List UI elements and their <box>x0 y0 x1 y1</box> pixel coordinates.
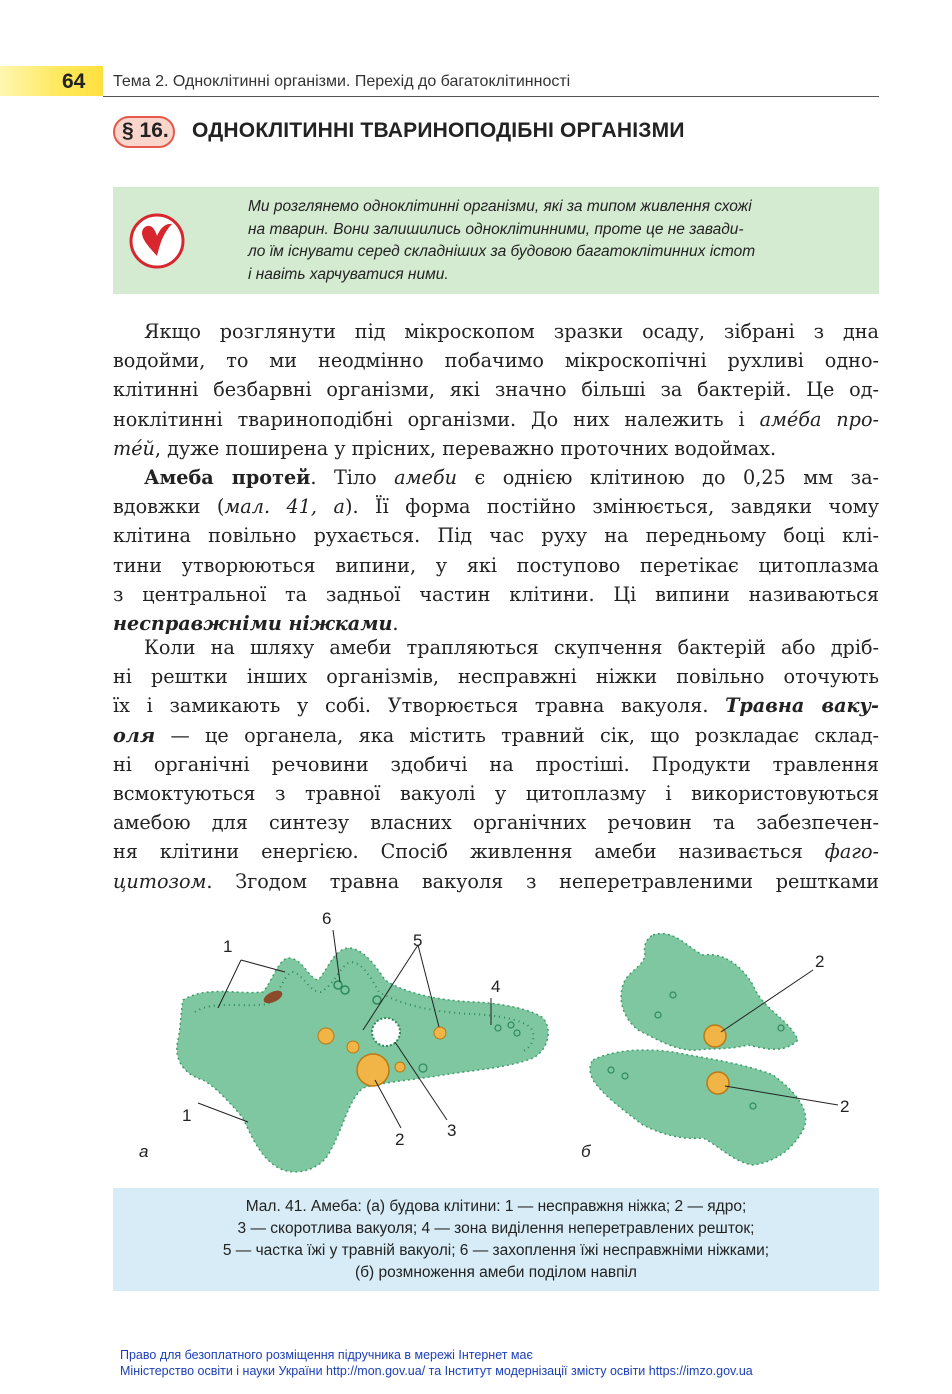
caption-line: Мал. 41. Амеба: (а) будова клітини: 1 — несправжня ніжка; 2 — ядро; <box>245 1198 747 1215</box>
text-line: несправжніми ніжками. <box>113 611 399 635</box>
text-line: амебою для синтезу власних органічних речовин та забезпечен- <box>113 811 879 835</box>
figure-label: 1 <box>223 937 233 956</box>
heart-check-icon <box>128 212 186 270</box>
text-line: їх і замикають у собі. Утворюється травна вакуоля. Травна ваку- <box>113 694 879 718</box>
text-line: ня клітини енергією. Спосіб живлення амеби називається фаго- <box>113 840 879 864</box>
figure-letter-a: а <box>139 1142 149 1161</box>
figure-label: 6 <box>322 909 332 928</box>
figure-label: 2 <box>395 1130 405 1149</box>
intro-text <box>248 196 863 286</box>
paragraph-1 <box>113 317 879 463</box>
text-line: Якщо розглянути під мікроскопом зразки осаду, зібрані з дна <box>144 320 879 343</box>
intro-line: на тварин. Вони залишились одноклітинними, проте це не завади- <box>248 220 744 238</box>
footer-notice <box>120 1347 753 1379</box>
page-number: 64 <box>62 70 86 93</box>
caption-line: (б) розмноження амеби поділом навпіл <box>355 1264 637 1281</box>
text-line: ні органічні речовини здобичі на простіші. Продукти травлення <box>113 752 879 776</box>
amoeba-b-bottom <box>590 1050 806 1165</box>
running-title: Тема 2. Одноклітинні організми. Перехід до багатоклітинності <box>113 73 571 90</box>
text-line: вдовжки (мал. 41, а). Її форма постійно змінюється, завдяки чому <box>113 495 879 519</box>
intro-line: і навіть харчуватися ними. <box>248 265 449 283</box>
text-line: з центральної та задньої частин клітини. Ці випини називаються <box>113 582 879 606</box>
footer-line: Право для безоплатного розміщення підручника в мережі Інтернет має <box>120 1348 533 1362</box>
text-line: тини утворюються випини, у які поступово перетікає цитоплазма <box>113 553 879 577</box>
figure-label: 1 <box>182 1106 192 1125</box>
text-line: оля — це органела, яка містить травний сік, що розкладає склад- <box>113 723 879 747</box>
text-line: Амеба протей. Тіло амеби є однією клітиною до 0,25 мм за- <box>144 466 879 489</box>
text-line: Коли на шляху амеби трапляються скупчення бактерій або дріб- <box>144 636 879 659</box>
intro-line: ло їм існувати серед складніших за будовою багатоклітинних істот <box>248 243 756 260</box>
amoeba-figure <box>113 900 879 1185</box>
text-line: водойми, то ми неодмінно побачимо мікроскопічні рухливі одно- <box>113 349 879 373</box>
text-line: всмоктуються з травної вакуолі у цитоплазму і використовуються <box>113 781 879 805</box>
figure-label: 2 <box>840 1097 850 1116</box>
section-title: ОДНОКЛІТИННІ ТВАРИНОПОДІБНІ ОРГАНІЗМИ <box>192 119 685 142</box>
paragraph-2 <box>113 463 879 638</box>
section-number: § 16. <box>122 119 169 142</box>
figure-label: 4 <box>491 977 501 996</box>
paragraph-3 <box>113 633 879 896</box>
text-line: тéй, дуже поширена у прісних, переважно проточних водоймах. <box>113 436 777 460</box>
figure-caption <box>113 1196 879 1284</box>
figure-letter-b: б <box>581 1142 591 1161</box>
caption-line: 3 — скоротлива вакуоля; 4 — зона виділення неперетравлених решток; <box>237 1220 755 1237</box>
text-line: ні рештки інших організмів, несправжні ніжки повільно оточують <box>113 665 879 689</box>
figure-label: 5 <box>413 931 423 950</box>
header-accent-bar <box>0 66 103 96</box>
header-rule <box>103 96 879 97</box>
figure-label: 3 <box>447 1121 457 1140</box>
intro-line: Ми розглянемо одноклітинні організми, які за типом живлення схожі <box>248 198 752 215</box>
footer-line: Міністерство освіти і науки України http://mon.gov.ua/ та Інститут модернізації змісту освіти https://imzo.gov.ua <box>120 1364 753 1378</box>
text-line: клітинні безбарвні організми, які значно більші за бактерій. Це од- <box>113 378 879 402</box>
caption-line: 5 — частка їжі у травній вакуолі; 6 — захоплення їжі несправжніми ніжками; <box>222 1242 770 1259</box>
text-line: ноклітинні твариноподібні організми. До них належить і амéба про- <box>113 407 879 431</box>
text-line: цитозом. Згодом травна вакуоля з неперетравленими рештками <box>113 869 879 893</box>
figure-label: 2 <box>815 952 825 971</box>
text-line: клітина повільно рухається. Під час руху на передньому боці клі- <box>113 524 879 548</box>
